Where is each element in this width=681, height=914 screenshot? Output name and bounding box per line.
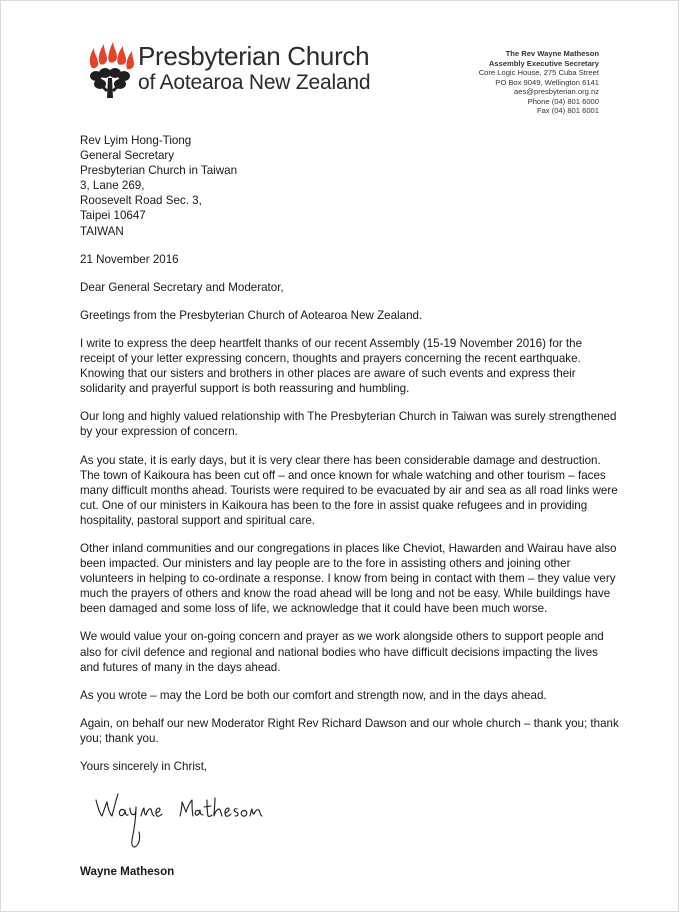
recipient-line: Rev Lyim Hong-Tiong — [80, 134, 192, 147]
paragraph: Our long and highly valued relationship with The Presbyterian Church in Taiwan was surely strengthened by your expression of concern. — [80, 410, 617, 439]
letter-date: 21 November 2016 — [80, 252, 179, 266]
signer-name: Wayne Matheson — [80, 865, 175, 878]
recipient-line: Roosevelt Road Sec. 3, — [80, 194, 202, 208]
handwritten-signature — [94, 786, 274, 856]
recipient-line: Presbyterian Church in Taiwan — [80, 164, 238, 178]
paragraph: Again, on behalf our new Moderator Right Rev Richard Dawson and our whole church – thank you; thank you; thank you. — [80, 716, 619, 745]
sender-address-line1: Core Logic House, 275 Cuba Street — [478, 68, 599, 77]
sender-email: aes@presbyterian.org.nz — [514, 87, 599, 96]
paragraph: As you state, it is early days, but it is very clear there has been considerable damage and destruction. The town of Kaikoura has been cut off – and once known for whale watching and other tourism – faces many difficult months ahead. Tourists were required to be evacuated by air and sea as all road links were cut. One of our ministers in Kaikoura has been to the fore in assist quake refugees and in providing hospitality, pastoral support and spiritual care. — [80, 453, 618, 527]
sender-title: Assembly Executive Secretary — [488, 58, 599, 68]
paragraph: We would value your on-going concern and prayer as we work alongside others to support people and also for civil defence and regional and national bodies who have difficult decisions impacting the lives and futures of many in the days ahead. — [80, 630, 604, 674]
sender-address-line2: PO Box 9049, Wellington 6141 — [495, 77, 599, 87]
organization-name-line2: of Aotearoa New Zealand — [138, 71, 371, 94]
sender-block — [479, 49, 599, 116]
organization-name — [138, 41, 371, 95]
closing: Yours sincerely in Christ, — [80, 760, 208, 773]
burning-bush-logo-icon — [86, 42, 136, 100]
sender-phone: Phone (04) 801 6000 — [527, 96, 599, 106]
salutation: Dear General Secretary and Moderator, — [80, 280, 284, 294]
paragraph: I write to express the deep heartfelt thanks of our recent Assembly (15-19 November 2016) for the receipt of your letter expressing concern, thoughts and prayers concerning the recent earthquake. Knowing that our sisters and brothers in other places are aware of such events and express their solidarity and prayerful support is both reassuring and humbling. — [80, 336, 583, 396]
sender-name: The Rev Wayne Matheson — [505, 49, 599, 58]
recipient-line: General Secretary — [80, 149, 175, 163]
paragraph: Greetings from the Presbyterian Church of Aotearoa New Zealand. — [80, 308, 423, 322]
recipient-line: TAIWAN — [80, 224, 124, 238]
recipient-line: Taipei 10647 — [80, 209, 146, 223]
paragraph: As you wrote – may the Lord be both our comfort and strength now, and in the days ahead. — [80, 688, 547, 702]
sender-fax: Fax (04) 801 6001 — [536, 106, 599, 115]
organization-name-line1: Presbyterian Church — [138, 41, 370, 71]
recipient-address — [80, 133, 620, 239]
recipient-line: 3, Lane 269, — [80, 179, 145, 193]
paragraph: Other inland communities and our congregations in places like Cheviot, Hawarden and Wairau have also been impacted. Our ministers and lay people are to the fore in assisting others and joining other volunteers in helping to co-ordinate a response. I know from being in contact with them – they value very much the prayers of others and know the road ahead will be long and not be easy. While buildings have been damaged and some loss of life, we acknowledge that it could have been much worse. — [80, 541, 617, 616]
letter-body — [80, 133, 620, 774]
